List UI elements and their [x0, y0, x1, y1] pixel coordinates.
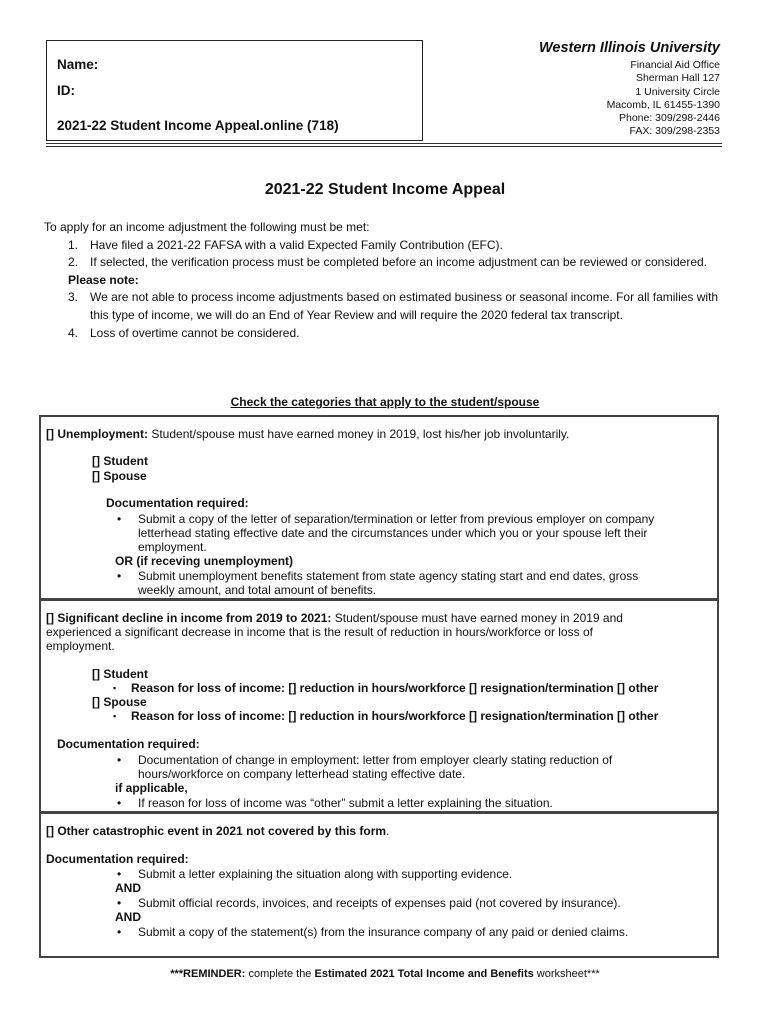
- doc-text: If reason for loss of income was “other” submit a letter explaining the situation.: [138, 796, 553, 810]
- income-decline-section: [39, 599, 719, 813]
- doc-text: hours/workforce on company letterhead stating effective date.: [138, 767, 466, 781]
- doc-text: Submit official records, invoices, and receipts of expenses paid (not covered by insurance).: [138, 896, 621, 910]
- doc-text: Submit unemployment benefits statement from state agency stating start and end dates, gross: [138, 569, 639, 583]
- header-divider: [46, 146, 722, 147]
- bullet-icon: •: [117, 753, 122, 767]
- office-line: Financial Aid Office: [630, 59, 720, 71]
- decline-spouse-option[interactable]: [] Spouse: [92, 695, 147, 709]
- bullet-icon: •: [117, 925, 122, 939]
- page-title: 2021-22 Student Income Appeal: [264, 181, 506, 198]
- header-divider: [46, 143, 722, 144]
- form-title: 2021-22 Student Income Appeal.online (718): [57, 118, 339, 133]
- name-label: Name:: [57, 57, 99, 72]
- bullet-icon: •: [117, 867, 122, 881]
- requirements-list: [44, 219, 724, 342]
- decline-student-option[interactable]: [] Student: [92, 667, 148, 681]
- university-address-block: [539, 40, 720, 139]
- bullet-icon: •: [117, 569, 122, 583]
- list-item: 3. We are not able to process income adjustments based on estimated business or seasonal income. For all families with this type of income, we will do an End of Year Review and will require the 2020 federal tax transcript.: [68, 290, 719, 322]
- bullet-icon: •: [117, 796, 122, 810]
- reminder-note: ***REMINDER: complete the Estimated 2021 Total Income and Benefits worksheet***: [170, 968, 600, 980]
- doc-text: Documentation of change in employment: letter from employer clearly stating reduction of: [138, 753, 613, 767]
- doc-text: employment.: [138, 540, 207, 554]
- unemployment-description: Student/spouse must have earned money in 2019, lost his/her job involuntarily.: [151, 427, 570, 441]
- office-line: Sherman Hall 127: [635, 72, 720, 85]
- spouse-reason-options[interactable]: Reason for loss of income: [] reduction in hours/workforce [] resignation/termination [] other: [131, 709, 659, 723]
- intro-lead: To apply for an income adjustment the following must be met:: [44, 220, 370, 234]
- list-item: 4. Loss of overtime cannot be considered.: [68, 325, 300, 340]
- unemployment-checkbox-label[interactable]: [] Unemployment:: [46, 427, 148, 441]
- documentation-required-label: Documentation required:: [106, 496, 249, 510]
- office-line: 1 University Circle: [635, 85, 720, 98]
- id-label: ID:: [57, 83, 75, 98]
- doc-text: letterhead stating effective date and the circumstances under which you or your spouse left their: [138, 526, 648, 540]
- other-event-checkbox-label[interactable]: [] Other catastrophic event in 2021 not covered by this form: [46, 824, 387, 838]
- unemployment-section: [39, 415, 719, 600]
- list-item: 1. Have filed a 2021-22 FAFSA with a valid Expected Family Contribution (EFC).: [68, 237, 503, 252]
- doc-text: weekly amount, and total amount of benefits.: [138, 583, 377, 597]
- university-name: Western Illinois University: [538, 40, 720, 56]
- documentation-required-label: Documentation required:: [46, 852, 189, 866]
- unemployment-spouse-option[interactable]: [] Spouse: [92, 469, 147, 483]
- and-label: AND: [115, 910, 141, 924]
- doc-text: Submit a letter explaining the situation along with supporting evidence.: [138, 867, 513, 881]
- and-label: AND: [115, 881, 141, 895]
- office-line: FAX: 309/298-2353: [629, 125, 720, 138]
- decline-description: experienced a significant decrease in income that is the result of reduction in hours/workforce or loss of: [46, 625, 593, 639]
- doc-text: Submit a copy of the statement(s) from the insurance company of any paid or denied claims.: [138, 925, 629, 939]
- student-reason-options[interactable]: Reason for loss of income: [] reduction in hours/workforce [] resignation/termination [] other: [131, 681, 659, 695]
- doc-text: Submit a copy of the letter of separation/termination or letter from previous employer on company: [138, 512, 655, 526]
- square-bullet-icon: ▪: [113, 711, 117, 721]
- square-bullet-icon: ▪: [113, 683, 117, 693]
- if-applicable-label: if applicable,: [115, 781, 188, 795]
- office-line: Phone: 309/298-2446: [618, 112, 720, 125]
- bullet-icon: •: [117, 512, 122, 526]
- please-note-label: Please note:: [68, 272, 139, 287]
- list-item: 2. If selected, the verification process must be completed before an income adjustment can be reviewed or considered.: [68, 255, 707, 270]
- bullet-icon: •: [117, 896, 122, 910]
- decline-description: employment.: [46, 639, 115, 653]
- decline-description: Student/spouse must have earned money in 2019 and: [334, 611, 623, 625]
- other-event-section: [] Other catastrophic event in 2021 not covered by this form. Documentation required: • Submit a letter explaining the situation along with supporting evidence. AND • Submit official records, invoices, and receipts of expenses paid (not covered by insurance). AND • Submit a copy of the statement(s) from the insurance company of any paid or denied claims.: [39, 812, 719, 958]
- office-line: Macomb, IL 61455-1390: [606, 98, 720, 111]
- documentation-required-label: Documentation required:: [57, 737, 200, 751]
- decline-checkbox-label[interactable]: [] Significant decline in income from 2019 to 2021:: [46, 611, 332, 625]
- check-categories-heading: Check the categories that apply to the student/spouse: [230, 395, 540, 409]
- unemployment-student-option[interactable]: [] Student: [92, 454, 148, 468]
- student-info-box: [46, 40, 423, 141]
- or-label: OR (if receving unemployment): [115, 554, 294, 568]
